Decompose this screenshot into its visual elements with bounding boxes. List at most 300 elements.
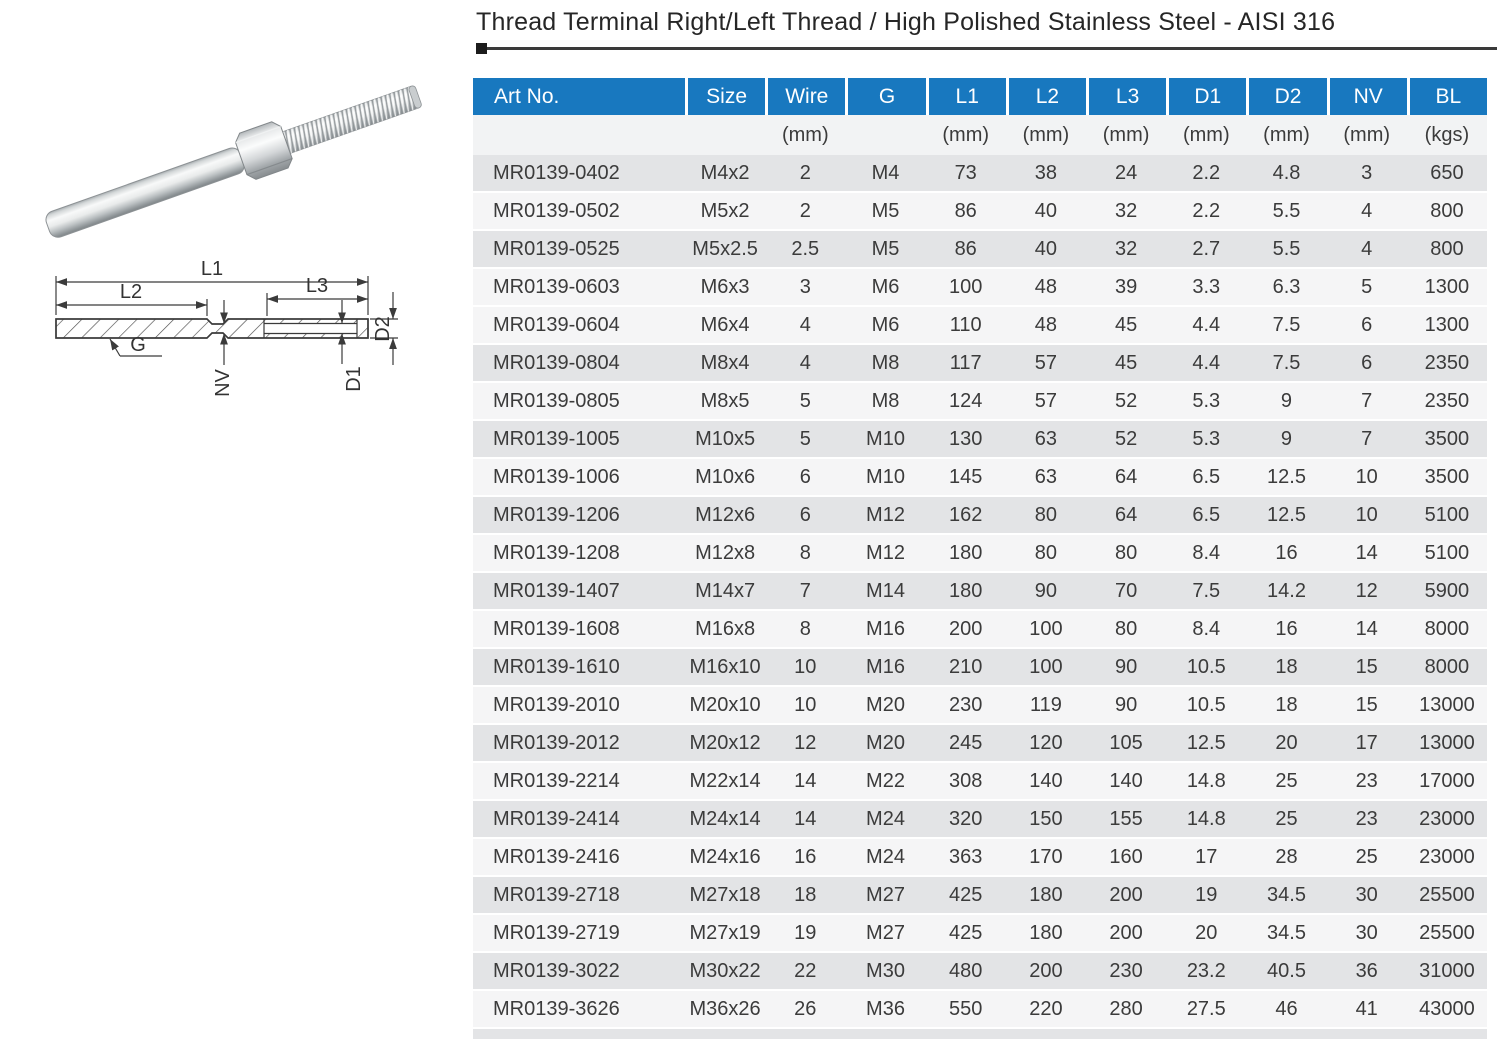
spec-cell: 14 <box>794 769 817 792</box>
art-no-cell: MR0139-1608 <box>493 617 620 640</box>
spec-cell: 2350 <box>1424 351 1470 374</box>
spec-cell: M36 <box>866 997 905 1020</box>
table-row <box>473 649 1487 687</box>
spec-cell: M20 <box>866 693 905 716</box>
spec-cell: 7 <box>799 579 811 602</box>
spec-cell: 80 <box>1114 541 1138 564</box>
spec-cell: 180 <box>949 541 983 564</box>
table-row <box>473 307 1487 345</box>
table-row <box>473 193 1487 231</box>
spec-cell: 20 <box>1195 921 1218 944</box>
art-no-cell: MR0139-1610 <box>493 655 620 678</box>
spec-cell: 41 <box>1355 997 1378 1020</box>
spec-cell: M6 <box>871 313 900 336</box>
spec-cell: M12 <box>866 541 905 564</box>
spec-cell: 10 <box>1355 503 1378 526</box>
spec-cell: 120 <box>1029 731 1063 754</box>
spec-cell: 308 <box>949 769 983 792</box>
spec-cell: 23 <box>1355 807 1378 830</box>
spec-cell: 425 <box>949 883 983 906</box>
spec-cell: 28 <box>1275 845 1298 868</box>
spec-cell: 180 <box>949 579 983 602</box>
spec-cell: 6.5 <box>1192 503 1221 526</box>
spec-cell: 48 <box>1034 275 1058 298</box>
spec-cell: M12x8 <box>695 541 756 564</box>
spec-cell: 17 <box>1355 731 1378 754</box>
art-no-cell: MR0139-3022 <box>493 959 620 982</box>
label-l1: L1 <box>200 258 224 280</box>
spec-cell: 7 <box>1361 389 1373 412</box>
spec-cell: 5.5 <box>1272 199 1301 222</box>
table-row <box>473 155 1487 193</box>
spec-cell: 480 <box>949 959 983 982</box>
spec-cell: 48 <box>1034 313 1058 336</box>
spec-cell: 32 <box>1114 237 1138 260</box>
spec-cell: 27.5 <box>1186 997 1226 1020</box>
spec-cell: 25 <box>1275 807 1298 830</box>
spec-cell: 45 <box>1114 313 1138 336</box>
spec-cell: 19 <box>1195 883 1218 906</box>
spec-cell: M22x14 <box>689 769 761 792</box>
spec-cell: 4 <box>1361 199 1373 222</box>
spec-cell: M24 <box>866 807 905 830</box>
spec-cell: 8000 <box>1424 655 1470 678</box>
spec-cell: 23.2 <box>1186 959 1226 982</box>
spec-cell: 280 <box>1109 997 1143 1020</box>
spec-cell: 23000 <box>1419 845 1475 868</box>
spec-cell: M16x10 <box>689 655 761 678</box>
spec-cell: 46 <box>1275 997 1298 1020</box>
table-row <box>473 991 1487 1029</box>
column-header: L1 <box>926 78 1006 115</box>
spec-cell: 650 <box>1430 161 1464 184</box>
spec-cell: 25500 <box>1419 883 1475 906</box>
spec-cell: 36 <box>1355 959 1378 982</box>
spec-cell: 39 <box>1114 275 1138 298</box>
spec-cell: M24x14 <box>689 807 761 830</box>
spec-cell: 140 <box>1109 769 1143 792</box>
spec-cell: 2.2 <box>1192 199 1221 222</box>
label-d2: D2 <box>372 316 394 342</box>
spec-cell: 64 <box>1114 503 1138 526</box>
unit-cell: (mm) <box>781 123 829 146</box>
spec-cell: 155 <box>1109 807 1143 830</box>
spec-cell: 8 <box>799 541 811 564</box>
spec-cell: M27 <box>866 921 905 944</box>
column-header: G <box>845 78 925 115</box>
spec-cell: 3 <box>1361 161 1373 184</box>
spec-cell: M20x10 <box>689 693 761 716</box>
spec-cell: 16 <box>794 845 817 868</box>
table-row <box>473 535 1487 573</box>
table-row <box>473 573 1487 611</box>
art-no-cell: MR0139-1208 <box>493 541 620 564</box>
title-underline <box>476 47 1497 50</box>
spec-cell: 13000 <box>1419 731 1475 754</box>
spec-cell: 40.5 <box>1267 959 1306 982</box>
art-no-cell: MR0139-2012 <box>493 731 620 754</box>
spec-cell: 100 <box>949 275 983 298</box>
unit-cell: (mm) <box>1343 123 1391 146</box>
spec-cell: 12 <box>1355 579 1378 602</box>
spec-cell: 5.5 <box>1272 237 1301 260</box>
spec-cell: 210 <box>949 655 983 678</box>
column-header: L3 <box>1086 78 1166 115</box>
spec-cell: 9 <box>1280 427 1293 450</box>
g-leader-arrow <box>110 339 120 356</box>
spec-cell: 18 <box>794 883 817 906</box>
spec-cell: 320 <box>949 807 983 830</box>
unit-cell: (mm) <box>1263 123 1310 146</box>
column-header: BL <box>1407 78 1487 115</box>
spec-cell: 5.3 <box>1192 389 1221 412</box>
art-no-cell: MR0139-2718 <box>493 883 620 906</box>
spec-cell: 26 <box>794 997 817 1020</box>
spec-cell: M5 <box>871 199 900 222</box>
spec-cell: 22 <box>794 959 817 982</box>
spec-cell: 4 <box>799 313 811 336</box>
table-row <box>473 763 1487 801</box>
spec-cell: 90 <box>1034 579 1058 602</box>
spec-cell: 12.5 <box>1267 465 1306 488</box>
spec-cell: 8000 <box>1424 617 1470 640</box>
table-row <box>473 497 1487 535</box>
spec-cell: 14 <box>1355 541 1378 564</box>
spec-cell: 86 <box>954 237 977 260</box>
spec-cell: 25 <box>1355 845 1378 868</box>
spec-cell: 170 <box>1029 845 1063 868</box>
spec-cell: 6.3 <box>1272 275 1301 298</box>
spec-cell: 80 <box>1034 541 1058 564</box>
spec-cell: 6 <box>1361 313 1373 336</box>
spec-cell: M22 <box>866 769 905 792</box>
spec-cell: 124 <box>949 389 983 412</box>
spec-cell: 145 <box>949 465 983 488</box>
spec-cell: M20 <box>866 731 905 754</box>
spec-cell: M27 <box>866 883 905 906</box>
spec-cell: 5100 <box>1424 503 1470 526</box>
spec-cell: 90 <box>1114 655 1138 678</box>
spec-cell: 2 <box>799 161 811 184</box>
spec-cell: M6x4 <box>700 313 750 336</box>
spec-cell: 40 <box>1034 199 1058 222</box>
table-row <box>473 269 1487 307</box>
spec-cell: 64 <box>1114 465 1138 488</box>
spec-cell: 2.7 <box>1192 237 1221 260</box>
table-row <box>473 687 1487 725</box>
table-row <box>473 383 1487 421</box>
label-l3: L3 <box>305 275 329 297</box>
spec-cell: 7.5 <box>1272 351 1301 374</box>
spec-cell: M12 <box>866 503 905 526</box>
art-no-cell: MR0139-1407 <box>493 579 620 602</box>
spec-cell: 10.5 <box>1186 693 1226 716</box>
table-row <box>473 231 1487 269</box>
spec-cell: 18 <box>1275 693 1298 716</box>
spec-cell: 52 <box>1114 389 1138 412</box>
art-no-cell: MR0139-3626 <box>493 997 620 1020</box>
spec-cell: M24 <box>866 845 905 868</box>
spec-cell: 4.4 <box>1192 351 1221 374</box>
spec-cell: 23000 <box>1419 807 1475 830</box>
spec-cell: 25 <box>1275 769 1298 792</box>
spec-cell: 34.5 <box>1267 921 1306 944</box>
hex-nut <box>233 119 295 181</box>
spec-cell: 5 <box>799 427 811 450</box>
spec-cell: 23 <box>1355 769 1378 792</box>
spec-cell: 40 <box>1034 237 1058 260</box>
spec-cell: 63 <box>1034 465 1058 488</box>
table-row <box>473 611 1487 649</box>
spec-cell: 12 <box>794 731 817 754</box>
column-header: Size <box>685 78 765 115</box>
spec-cell: 19 <box>794 921 817 944</box>
column-header: Wire <box>765 78 845 115</box>
art-no-cell: MR0139-2414 <box>493 807 620 830</box>
spec-cell: M12x6 <box>695 503 756 526</box>
spec-cell: 20 <box>1275 731 1298 754</box>
spec-cell: M10 <box>866 465 905 488</box>
spec-cell: 5100 <box>1424 541 1470 564</box>
spec-cell: 3 <box>799 275 811 298</box>
unit-cell: (mm) <box>1022 123 1070 146</box>
spec-cell: 1300 <box>1424 313 1470 336</box>
spec-cell: 10 <box>794 655 817 678</box>
spec-cell: 15 <box>1355 655 1378 678</box>
art-no-cell: MR0139-1006 <box>493 465 620 488</box>
spec-cell: 6.5 <box>1192 465 1221 488</box>
spec-cell: 31000 <box>1419 959 1475 982</box>
spec-cell: M8 <box>871 351 900 374</box>
spec-cell: 8.4 <box>1192 541 1221 564</box>
spec-cell: 57 <box>1034 351 1058 374</box>
art-no-cell: MR0139-0502 <box>493 199 620 222</box>
spec-cell: 800 <box>1430 237 1464 260</box>
spec-cell: 105 <box>1109 731 1143 754</box>
spec-cell: 16 <box>1275 541 1298 564</box>
spec-cell: M10 <box>866 427 905 450</box>
spec-cell: 2350 <box>1424 389 1470 412</box>
spec-cell: 130 <box>949 427 983 450</box>
spec-cell: 5.3 <box>1192 427 1221 450</box>
spec-cell: 2.5 <box>791 237 820 260</box>
unit-cell: (kgs) <box>1424 123 1470 146</box>
spec-cell: M5x2.5 <box>692 237 758 260</box>
unit-cell: (mm) <box>1182 123 1230 146</box>
spec-cell: 7 <box>1361 427 1373 450</box>
art-no-cell: MR0139-0402 <box>493 161 620 184</box>
spec-cell: 14.2 <box>1267 579 1306 602</box>
spec-cell: 230 <box>1109 959 1143 982</box>
spec-cell: M10x6 <box>695 465 756 488</box>
spec-cell: 200 <box>1109 883 1143 906</box>
spec-cell: 117 <box>949 351 982 374</box>
spec-cell: 3500 <box>1424 465 1470 488</box>
spec-cell: 2.2 <box>1192 161 1221 184</box>
art-no-cell: MR0139-0604 <box>493 313 620 336</box>
spec-cell: 7.5 <box>1192 579 1221 602</box>
spec-cell: M16 <box>866 617 905 640</box>
spec-cell: 180 <box>1029 883 1063 906</box>
unit-cell: (mm) <box>942 123 990 146</box>
table-units-row <box>473 115 1487 155</box>
product-photo <box>15 55 445 250</box>
spec-cell: 4 <box>799 351 811 374</box>
spec-cell: 30 <box>1355 883 1378 906</box>
column-header: Art No. <box>473 78 685 115</box>
spec-cell: M36x26 <box>689 997 761 1020</box>
spec-cell: M16 <box>866 655 905 678</box>
spec-cell: 245 <box>949 731 983 754</box>
spec-cell: 1300 <box>1424 275 1470 298</box>
spec-cell: 17000 <box>1419 769 1475 792</box>
spec-cell: M30x22 <box>689 959 761 982</box>
spec-table <box>473 78 1487 1039</box>
spec-cell: 38 <box>1034 161 1058 184</box>
spec-cell: 6 <box>1361 351 1373 374</box>
column-header: D1 <box>1166 78 1246 115</box>
spec-cell: 5900 <box>1424 579 1470 602</box>
spec-cell: 8.4 <box>1192 617 1221 640</box>
table-row <box>473 915 1487 953</box>
spec-cell: M8x4 <box>700 351 750 374</box>
art-no-cell: MR0139-2416 <box>493 845 620 868</box>
spec-cell: 6 <box>799 465 811 488</box>
spec-cell: M14x7 <box>695 579 756 602</box>
spec-cell: 90 <box>1114 693 1138 716</box>
spec-cell: 25500 <box>1419 921 1475 944</box>
spec-cell: 14.8 <box>1186 807 1226 830</box>
spec-cell: 30 <box>1355 921 1378 944</box>
spec-cell: 10.5 <box>1186 655 1226 678</box>
spec-cell: M16x8 <box>695 617 756 640</box>
spec-cell: 4.4 <box>1192 313 1221 336</box>
spec-cell: 425 <box>949 921 983 944</box>
art-no-cell: MR0139-0525 <box>493 237 620 260</box>
spec-cell: 80 <box>1114 617 1138 640</box>
spec-cell: 5 <box>1361 275 1373 298</box>
spec-cell: M30 <box>866 959 905 982</box>
spec-cell: 2 <box>799 199 811 222</box>
spec-cell: 200 <box>1109 921 1143 944</box>
spec-cell: 70 <box>1114 579 1138 602</box>
spec-cell: M8 <box>871 389 900 412</box>
spec-cell: M4 <box>871 161 900 184</box>
spec-cell: 550 <box>949 997 983 1020</box>
spec-cell: 15 <box>1355 693 1378 716</box>
spec-cell: 230 <box>949 693 983 716</box>
column-header: NV <box>1327 78 1407 115</box>
spec-cell: 180 <box>1029 921 1063 944</box>
spec-cell: M4x2 <box>700 161 750 184</box>
column-header: L2 <box>1006 78 1086 115</box>
spec-cell: M6x3 <box>700 275 750 298</box>
art-no-cell: MR0139-1005 <box>493 427 620 450</box>
spec-cell: 119 <box>1029 693 1062 716</box>
page-title: Thread Terminal Right/Left Thread / High Polished Stainless Steel - AISI 316 <box>476 8 1336 36</box>
spec-cell: 14 <box>1355 617 1378 640</box>
spec-cell: 10 <box>794 693 817 716</box>
spec-cell: 800 <box>1430 199 1464 222</box>
table-bottom-strip <box>473 1029 1487 1039</box>
table-row <box>473 421 1487 459</box>
spec-cell: 24 <box>1114 161 1138 184</box>
spec-cell: 73 <box>954 161 977 184</box>
table-row <box>473 839 1487 877</box>
spec-cell: 14 <box>794 807 817 830</box>
table-row <box>473 801 1487 839</box>
unit-cell: (mm) <box>1102 123 1150 146</box>
spec-cell: 110 <box>949 313 982 336</box>
spec-cell: 86 <box>954 199 977 222</box>
threaded-section-hatch <box>56 319 264 338</box>
spec-cell: 9 <box>1280 389 1293 412</box>
spec-cell: 160 <box>1109 845 1143 868</box>
dimension-diagram <box>20 252 450 427</box>
unit-cell <box>845 115 925 155</box>
label-d1: D1 <box>343 366 365 392</box>
spec-cell: M10x5 <box>695 427 756 450</box>
spec-cell: M6 <box>871 275 900 298</box>
label-nv: NV <box>212 369 234 397</box>
spec-cell: 8 <box>799 617 811 640</box>
spec-cell: M24x16 <box>689 845 761 868</box>
spec-cell: 17 <box>1195 845 1218 868</box>
art-no-cell: MR0139-2010 <box>493 693 620 716</box>
art-no-cell: MR0139-0804 <box>493 351 620 374</box>
spec-cell: 52 <box>1114 427 1138 450</box>
spec-cell: 140 <box>1029 769 1063 792</box>
spec-cell: 7.5 <box>1272 313 1301 336</box>
spec-cell: 363 <box>949 845 983 868</box>
spec-cell: 10 <box>1355 465 1378 488</box>
spec-cell: 6 <box>799 503 811 526</box>
spec-cell: M8x5 <box>700 389 750 412</box>
spec-cell: 80 <box>1034 503 1058 526</box>
table-row <box>473 459 1487 497</box>
spec-cell: 100 <box>1029 617 1063 640</box>
art-no-cell: MR0139-1206 <box>493 503 620 526</box>
spec-cell: 100 <box>1029 655 1063 678</box>
spec-cell: 34.5 <box>1267 883 1306 906</box>
spec-cell: M14 <box>866 579 905 602</box>
spec-cell: 18 <box>1275 655 1298 678</box>
table-body <box>473 155 1487 1029</box>
spec-cell: 162 <box>949 503 983 526</box>
spec-cell: 200 <box>1029 959 1063 982</box>
spec-cell: 12.5 <box>1186 731 1226 754</box>
spec-cell: M20x12 <box>689 731 761 754</box>
table-row <box>473 725 1487 763</box>
spec-cell: M27x19 <box>689 921 761 944</box>
spec-cell: 32 <box>1114 199 1138 222</box>
spec-cell: 16 <box>1275 617 1298 640</box>
spec-cell: 220 <box>1029 997 1063 1020</box>
art-no-cell: MR0139-0805 <box>493 389 620 412</box>
spec-cell: 57 <box>1034 389 1058 412</box>
table-row <box>473 345 1487 383</box>
table-header-row <box>473 78 1487 115</box>
spec-cell: 45 <box>1114 351 1138 374</box>
art-no-cell: MR0139-0603 <box>493 275 620 298</box>
spec-cell: M27x18 <box>689 883 761 906</box>
art-no-cell: MR0139-2719 <box>493 921 620 944</box>
spec-cell: 12.5 <box>1267 503 1306 526</box>
spec-cell: 5 <box>799 389 811 412</box>
table-row <box>473 953 1487 991</box>
column-header: D2 <box>1246 78 1326 115</box>
unit-cell <box>473 115 685 155</box>
